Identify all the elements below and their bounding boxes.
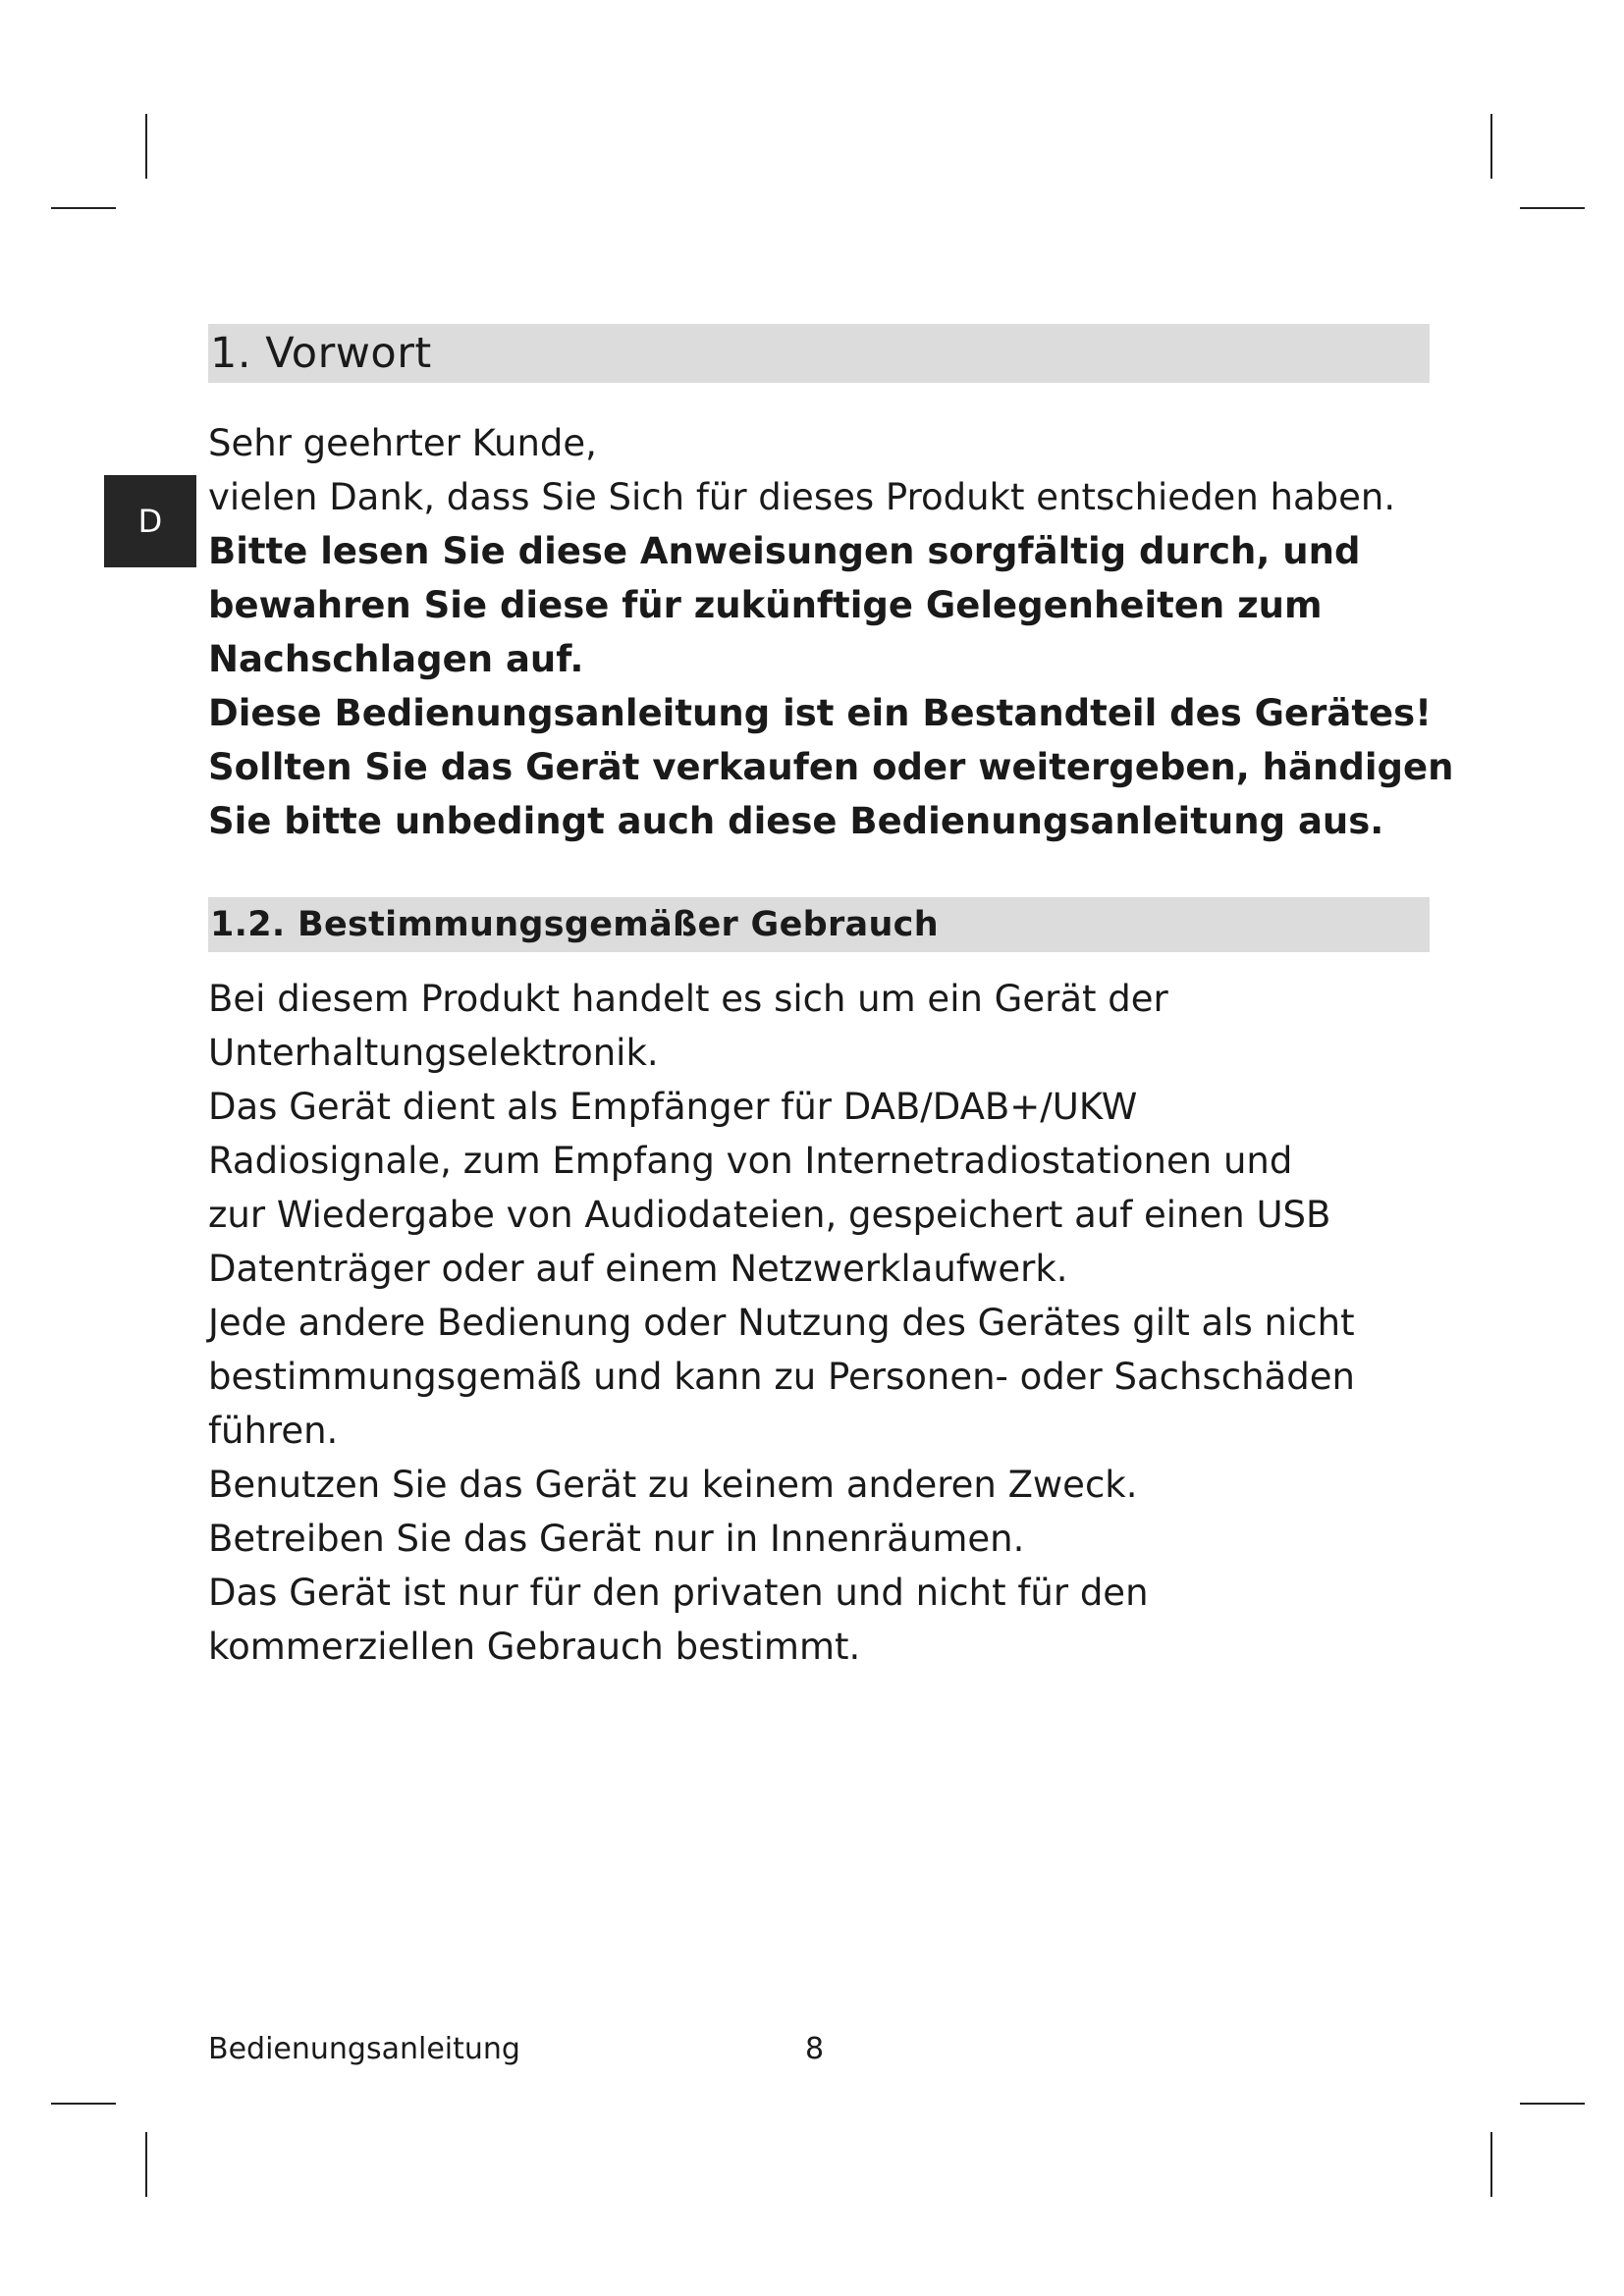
text-line: Benutzen Sie das Gerät zu keinem anderen Zweck. (208, 1464, 1138, 1506)
text-line: Nachschlagen auf. (208, 638, 584, 680)
text-line: Das Gerät dient als Empfänger für DAB/DAB+/UKW (208, 1086, 1138, 1128)
text-line: Betreiben Sie das Gerät nur in Innenräumen. (208, 1518, 1025, 1560)
text-line: Diese Bedienungsanleitung ist ein Bestandteil des Gerätes! (208, 692, 1433, 734)
text-line: Sollten Sie das Gerät verkaufen oder weitergeben, händigen (208, 746, 1454, 788)
text-line: Unterhaltungselektronik. (208, 1032, 659, 1074)
text-line: Bei diesem Produkt handelt es sich um ein Gerät der (208, 978, 1168, 1020)
crop-mark-bottom-left-horizontal (51, 2103, 116, 2105)
crop-mark-top-right-horizontal (1520, 207, 1585, 209)
text-line: bestimmungsgemäß und kann zu Personen- oder Sachschäden (208, 1356, 1355, 1398)
text-line: Jede andere Bedienung oder Nutzung des Gerätes gilt als nicht (208, 1302, 1355, 1344)
section-heading-bar (208, 324, 1430, 383)
text-line: Datenträger oder auf einem Netzwerklaufwerk. (208, 1248, 1068, 1290)
text-line: Radiosignale, zum Empfang von Internetradiostationen und (208, 1140, 1293, 1182)
crop-mark-bottom-right-vertical (1490, 2132, 1492, 2197)
language-tab-label: D (137, 503, 163, 540)
usage-paragraph (208, 972, 1430, 1674)
text-line: Das Gerät ist nur für den privaten und nicht für den (208, 1572, 1149, 1614)
crop-mark-top-left-vertical (145, 114, 147, 179)
text-line: Sie bitte unbedingt auch diese Bedienungsanleitung aus. (208, 800, 1384, 842)
text-line: kommerziellen Gebrauch bestimmt. (208, 1626, 861, 1668)
language-tab (104, 475, 196, 567)
page-content (208, 324, 1454, 1674)
subsection-heading-bar (208, 897, 1430, 952)
crop-mark-top-right-vertical (1490, 114, 1492, 179)
section-title-vorwort: 1. Vorwort (210, 329, 432, 378)
subsection-title-gebrauch: 1.2. Bestimmungsgemäßer Gebrauch (210, 905, 939, 944)
text-line: Sehr geehrter Kunde, (208, 422, 597, 464)
crop-mark-top-left-horizontal (51, 207, 116, 209)
text-line: führen. (208, 1410, 339, 1452)
text-line: Bitte lesen Sie diese Anweisungen sorgfältig durch, und (208, 530, 1361, 572)
crop-mark-bottom-left-vertical (145, 2132, 147, 2197)
text-line: vielen Dank, dass Sie Sich für dieses Produkt entschieden haben. (208, 476, 1396, 518)
page-number: 8 (805, 2032, 825, 2066)
text-line: bewahren Sie diese für zukünftige Gelegenheiten zum (208, 584, 1323, 626)
text-line: zur Wiedergabe von Audiodateien, gespeichert auf einen USB (208, 1194, 1331, 1236)
intro-paragraph (208, 416, 1454, 848)
footer-document-title: Bedienungsanleitung (208, 2032, 520, 2066)
crop-mark-bottom-right-horizontal (1520, 2103, 1585, 2105)
